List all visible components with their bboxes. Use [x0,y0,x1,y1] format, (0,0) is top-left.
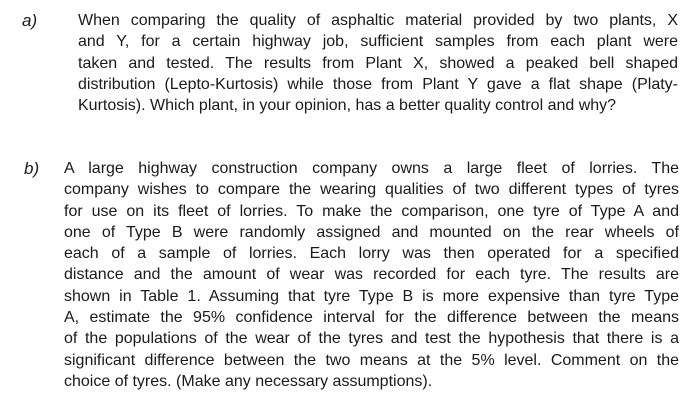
text-line: one of Type B were randomly assigned and mounted on the rear wheels of [64,223,679,241]
question-text [78,10,678,116]
text-line: shown in Table 1. Assuming that tyre Type B is more expensive than tyre Type [64,287,679,305]
text-line: A large highway construction company owns a large fleet of lorries. The [64,160,679,177]
text-line: Kurtosis). Which plant, in your opinion, has a better quality control and why? [78,97,617,115]
question-label: a) [22,11,38,30]
text-line: significant difference between the two means at the 5% level. Comment on the [64,351,679,369]
text-line: for use on its fleet of lorries. To make the comparison, one tyre of Type A and [64,202,679,220]
question-label: b) [24,159,40,178]
text-line: choice of tyres. (Make any necessary assumptions). [64,372,433,390]
text-line: each of a sample of lorries. Each lorry was then operated for a specified [64,245,679,263]
text-line: When comparing the quality of asphaltic material provided by two plants, X [78,12,678,29]
text-line: taken and tested. The results from Plant X, showed a peaked bell shaped [78,54,678,72]
text-line: of the populations of the wear of the tyres and test the hypothesis that there is a [64,330,679,348]
text-line: distance and the amount of wear was recorded for each tyre. The results are [64,266,679,284]
text-line: company wishes to compare the wearing qualities of two different types of tyres [64,181,679,199]
text-line: and Y, for a certain highway job, sufficient samples from each plant were [78,33,678,51]
question-text [64,158,679,392]
text-line: distribution (Lepto-Kurtosis) while those from Plant Y gave a flat shape (Platy- [78,75,678,93]
text-line: A, estimate the 95% confidence interval for the difference between the means [64,309,679,327]
